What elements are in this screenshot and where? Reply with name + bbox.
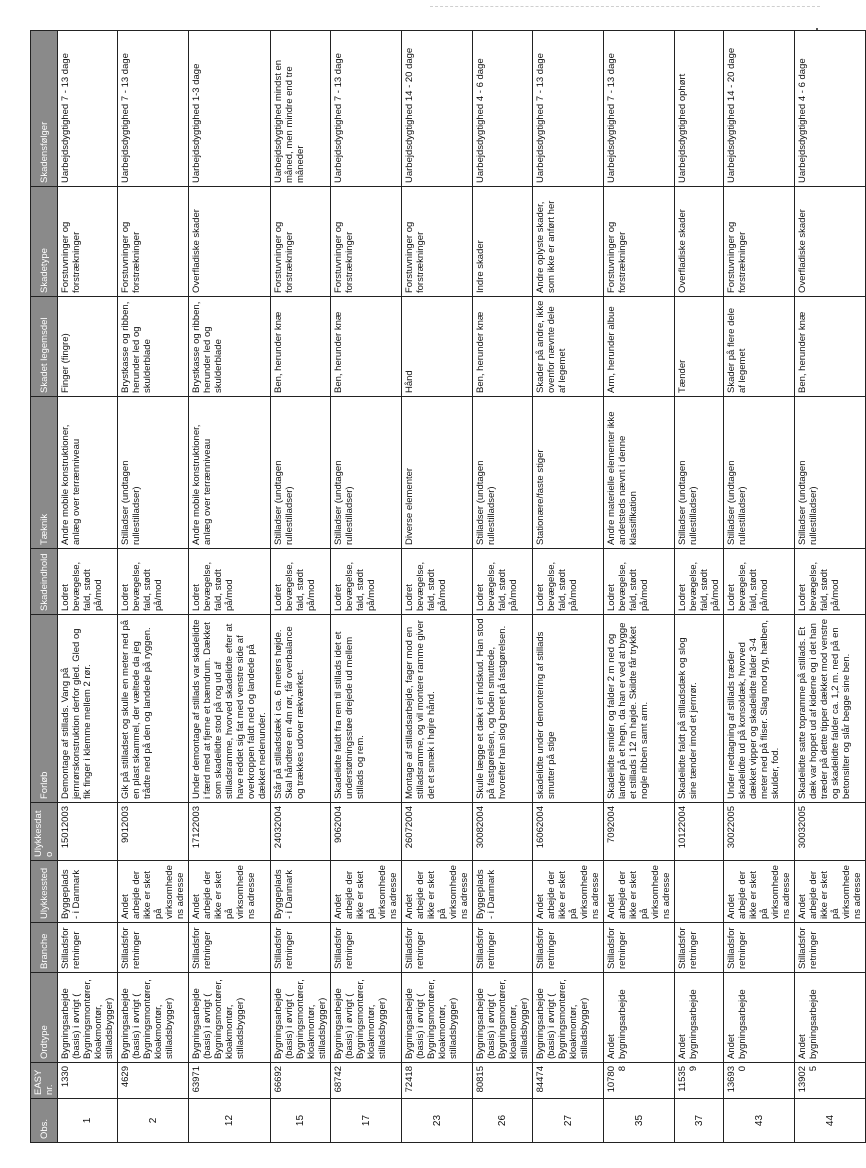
cell-forloeb: Demontage af stillads. Vang på jernrørskonstruktion derfor gled. Gled og fik finger i klemme mellem 2 rør. <box>58 615 118 803</box>
rotated-page <box>30 31 863 1143</box>
cell-skadeindhold: Lodret bevægelse, fald, stødt på/mod <box>189 549 271 615</box>
cell-branche: Stilladsforretninger <box>724 923 795 973</box>
table-row <box>58 31 118 1143</box>
cell-teknik: Stilladser (undtagen rullestilladser) <box>724 397 795 549</box>
cell-foelger: Uarbejdsdygtighed 4 - 6 dage <box>473 31 533 187</box>
cell-obs: 12 <box>189 1099 271 1143</box>
cell-obs: 1 <box>58 1099 118 1143</box>
accident-table <box>30 30 866 1143</box>
cell-forloeb: Skadelidte satte topramme på stillads. Et dæk var hoppet ud af kiderne og i det han træder på dette tipper dækket mod venstre og skadelidte falder ca. 1,2 m. ned på en betonsilter og slår begge sine ben. <box>795 615 866 803</box>
table-body <box>58 31 866 1143</box>
header-cell: Ulykkesdato <box>31 803 58 861</box>
cell-teknik: Diverse elementer <box>402 397 473 549</box>
header-cell: Skadet legemsdel <box>31 297 58 397</box>
header-cell: Branche <box>31 923 58 973</box>
table-row <box>189 31 271 1143</box>
cell-foelger: Uarbejdsdygtighed 4 - 6 dage <box>795 31 866 187</box>
cell-teknik: Stationære/faste stiger <box>533 397 604 549</box>
cell-teknik: Stilladser (undtagen rullestilladser) <box>473 397 533 549</box>
cell-branche: Stilladsforretninger <box>473 923 533 973</box>
cell-forloeb: Skadelidte faldt fra rem til stillads idet et understøtningsstøe drejede ud mellem stillads og rem. <box>331 615 402 803</box>
cell-skadetype: Forstuvninger og forstrækninger <box>58 187 118 297</box>
cell-dato: 9012003 <box>118 803 189 861</box>
cell-skadeindhold: Lodret bevægelse, fald, stødt på/mod <box>58 549 118 615</box>
cell-forloeb: Under demontage af stillads var skadelidte i færd med at fjerne et bæmdrum. Dækket som skadelidte stod på rog ud af stilladsramme, hvorved skadelidte efter at have reddet sig fat med venstre side af overkroppen faldt ned og landede på dækket nedenunder. <box>189 615 271 803</box>
cell-foelger: Uarbejdsdygtighed 7 - 13 dage <box>331 31 402 187</box>
cell-ordtype: Bygningsarbejde (basis) i øvrigt ( Bygningsmontører, kloakmontør, stilladsbygger) <box>118 973 189 1063</box>
cell-obs: 23 <box>402 1099 473 1143</box>
cell-sted: Byggeplads - i Danmark <box>271 861 331 923</box>
cell-sted: Byggeplads - i Danmark <box>58 861 118 923</box>
cell-easy: 107808 <box>604 1063 675 1099</box>
cell-obs: 43 <box>724 1099 795 1143</box>
cell-dato: 17122003 <box>189 803 271 861</box>
cell-branche: Stilladsforretninger <box>271 923 331 973</box>
header-cell: Skadetype <box>31 187 58 297</box>
cell-easy: 66692 <box>271 1063 331 1099</box>
cell-skadeindhold: Lodret bevægelse, fald, stødt på/mod <box>675 549 724 615</box>
cell-dato: 24032004 <box>271 803 331 861</box>
cell-foelger: Uarbejdsdygtighed 7 - 13 dage <box>118 31 189 187</box>
cell-sted: Andet arbejde der ikke er sket på virksomhedens adresse <box>533 861 604 923</box>
table-row <box>604 31 675 1143</box>
cell-legemsdel: Arm, herunder albue <box>604 297 675 397</box>
cell-easy: 72418 <box>402 1063 473 1099</box>
cell-foelger: Uarbejdsdygtighed 7 - 13 dage <box>533 31 604 187</box>
cell-forloeb: Montage af stilladsarbejde, fager mod en stilladsramme, og vil montere ramme giver det et smæk i højre hånd. <box>402 615 473 803</box>
cell-legemsdel: Skader på flere dele af legemet <box>724 297 795 397</box>
cell-teknik: Stilladser (undtagen rullestilladser) <box>331 397 402 549</box>
cell-ordtype: Bygningsarbejde (basis) i øvrigt ( Bygningsmontører, kloakmontør, stilladsbygger) <box>58 973 118 1063</box>
cell-ordtype: Andet bygningsarbejde <box>795 973 866 1063</box>
cell-obs: 35 <box>604 1099 675 1143</box>
cell-dato: 15012003 <box>58 803 118 861</box>
cell-easy: 136930 <box>724 1063 795 1099</box>
cell-obs: 27 <box>533 1099 604 1143</box>
cell-legemsdel: Finger (fingre) <box>58 297 118 397</box>
cell-dato: 26072004 <box>402 803 473 861</box>
cell-obs: 15 <box>271 1099 331 1143</box>
cell-foelger: Uarbejdsdygtighed mindst en måned, men mindre end tre måneder <box>271 31 331 187</box>
cell-teknik: Stilladser (undtagen rullestilladser) <box>118 397 189 549</box>
cell-ordtype: Andet bygningsarbejde <box>724 973 795 1063</box>
table-row <box>473 31 533 1143</box>
cell-forloeb: Skadelidte faldt på stilladsdæk og slog sine tænder imod et jernrør. <box>675 615 724 803</box>
cell-teknik: Stilladser (undtagen rullestilladser) <box>271 397 331 549</box>
cell-legemsdel: Hånd <box>402 297 473 397</box>
cell-branche: Stilladsforretninger <box>118 923 189 973</box>
cell-teknik: Stilladser (undtagen rullestilladser) <box>795 397 866 549</box>
cell-skadetype: Forstuvninger og forstrækninger <box>118 187 189 297</box>
cell-skadetype: Forstuvninger og forstrækninger <box>724 187 795 297</box>
cell-skadeindhold: Lodret bevægelse, fald, stødt på/mod <box>331 549 402 615</box>
cell-skadetype: Andre oplyste skader, som ikke er anført her <box>533 187 604 297</box>
cell-dato: 16062004 <box>533 803 604 861</box>
cell-teknik: Andre mobile konstruktioner, anlæg over terrænniveau <box>189 397 271 549</box>
cell-ordtype: Bygningsarbejde (basis) i øvrigt ( Bygningsmontører, kloakmontør, stilladsbygger) <box>271 973 331 1063</box>
cell-ordtype: Andet bygningsarbejde <box>675 973 724 1063</box>
header-row <box>31 31 58 1143</box>
cell-dato: 10122004 <box>675 803 724 861</box>
cell-obs: 44 <box>795 1099 866 1143</box>
table-row <box>118 31 189 1143</box>
cell-sted: Andet arbejde der ikke er sket på virksomhedens adresse <box>189 861 271 923</box>
cell-branche: Stilladsforretninger <box>795 923 866 973</box>
cell-forloeb: Skulle lægge et dæk i et indskud. Han stod på fastgørelsen, og foden smuttede, hvorefter han slog benet på fastgørelsen. <box>473 615 533 803</box>
cell-foelger: Uarbejdsdygtighed 14 - 20 dage <box>402 31 473 187</box>
cell-skadetype: Overfladiske skader <box>189 187 271 297</box>
cell-dato: 7092004 <box>604 803 675 861</box>
cell-skadetype: Forstuvninger og forstrækninger <box>604 187 675 297</box>
cell-forloeb: skadelidte under demontering af stillads smutter på stige <box>533 615 604 803</box>
cell-sted: Byggeplads - i Danmark <box>473 861 533 923</box>
header-cell: Forløb <box>31 615 58 803</box>
cell-easy: 80815 <box>473 1063 533 1099</box>
cell-skadetype: Forstuvninger og forstrækninger <box>331 187 402 297</box>
header-cell: Tæknik <box>31 397 58 549</box>
cell-teknik: Andre mobile konstruktioner, anlæg over terrænniveau <box>58 397 118 549</box>
cell-obs: 17 <box>331 1099 402 1143</box>
cell-ordtype: Bygningsarbejde (basis) i øvrigt ( Bygningsmontører, kloakmontør, stilladsbygger) <box>189 973 271 1063</box>
cell-ordtype: Bygningsarbejde (basis) i øvrigt ( Bygningsmontører, kloakmontør, stilladsbygger) <box>331 973 402 1063</box>
cell-skadetype: Forstuvninger og forstrækninger <box>402 187 473 297</box>
cell-foelger: Uarbejdsdygtighed 14 - 20 dage <box>724 31 795 187</box>
cell-legemsdel: Ben, herunder knæ <box>331 297 402 397</box>
header-cell: Skadensfølger <box>31 31 58 187</box>
table-row <box>271 31 331 1143</box>
cell-legemsdel: Ben, herunder knæ <box>473 297 533 397</box>
cell-easy: 139025 <box>795 1063 866 1099</box>
cell-obs: 26 <box>473 1099 533 1143</box>
cell-skadeindhold: Lodret bevægelse, fald, stødt på/mod <box>271 549 331 615</box>
table-row <box>675 31 724 1143</box>
table-row <box>724 31 795 1143</box>
table-row <box>331 31 402 1143</box>
table-row <box>533 31 604 1143</box>
cell-sted: Andet arbejde der ikke er sket på virksomhedens adresse <box>795 861 866 923</box>
cell-sted: Andet arbejde der ikke er sket på virksomhedens adresse <box>604 861 675 923</box>
cell-easy: 4629 <box>118 1063 189 1099</box>
cell-foelger: Uarbejdsdygtighed 7 - 13 dage <box>58 31 118 187</box>
cell-skadeindhold: Lodret bevægelse, fald, stødt på/mod <box>118 549 189 615</box>
table-row <box>402 31 473 1143</box>
cell-ordtype: Andet bygningsarbejde <box>604 973 675 1063</box>
header-cell: Ulykkessted <box>31 861 58 923</box>
cell-ordtype: Bygningsarbejde (basis) i øvrigt ( Bygningsmontører, kloakmontør, stilladsbygger) <box>533 973 604 1063</box>
cell-branche: Stilladsforretninger <box>331 923 402 973</box>
cell-sted: Andet arbejde der ikke er sket på virksomhedens adresse <box>331 861 402 923</box>
cell-ordtype: Bygningsarbejde (basis) i øvrigt ( Bygningsmontører, kloakmontør, stilladsbygger) <box>402 973 473 1063</box>
cell-legemsdel: Ben, herunder knæ <box>271 297 331 397</box>
header-cell: Obs. <box>31 1099 58 1143</box>
scan-artifact-line <box>430 6 820 8</box>
cell-obs: 2 <box>118 1099 189 1143</box>
cell-sted <box>675 861 724 923</box>
cell-skadeindhold: Lodret bevægelse, fald, stødt på/mod <box>724 549 795 615</box>
cell-legemsdel: Brystkasse og ribben, herunder led og skulderblade <box>189 297 271 397</box>
cell-skadetype: Overfladiske skader <box>675 187 724 297</box>
cell-forloeb: Under nedtagning af stillads træder skadelidte ud på konsoldæk, hvorved dækket vipper og skadelidte falder 3-4 meter ned på fliser. Slag mod ryg, hælben, skulder, fod. <box>724 615 795 803</box>
cell-skadeindhold: Lodret bevægelse, fald, stødt på/mod <box>533 549 604 615</box>
cell-forloeb: Skadelidte smider og falder 2 m ned og lander på et hegn, da han er ved at bygge et stillads i 12 m højde. Skildte får trykket nogle ribben samt arm. <box>604 615 675 803</box>
table-row <box>795 31 866 1143</box>
cell-skadeindhold: Lodret bevægelse, fald, stødt på/mod <box>402 549 473 615</box>
cell-branche: Stilladsforretninger <box>58 923 118 973</box>
cell-easy: 68742 <box>331 1063 402 1099</box>
cell-easy: 115359 <box>675 1063 724 1099</box>
cell-skadeindhold: Lodret bevægelse, fald, stødt på/mod <box>604 549 675 615</box>
cell-foelger: Uarbejdsdygtighed 1-3 dage <box>189 31 271 187</box>
cell-branche: Stilladsforretninger <box>402 923 473 973</box>
cell-branche: Stilladsforretninger <box>533 923 604 973</box>
cell-sted: Andet arbejde der ikke er sket på virksomhedens adresse <box>118 861 189 923</box>
cell-skadetype: Forstuvninger og forstrækninger <box>271 187 331 297</box>
cell-easy: 63971 <box>189 1063 271 1099</box>
header-cell: Ordtype <box>31 973 58 1063</box>
cell-obs: 37 <box>675 1099 724 1143</box>
cell-teknik: Stilladser (undtagen rullestilladser) <box>675 397 724 549</box>
cell-foelger: Uarbejdsdygtighed ophørt <box>675 31 724 187</box>
cell-branche: Stilladsforretninger <box>675 923 724 973</box>
cell-legemsdel: Ben, herunder knæ <box>795 297 866 397</box>
cell-teknik: Andre materielle elementer ikke andetsteds nævnt i denne klassifikation <box>604 397 675 549</box>
cell-skadeindhold: Lodret bevægelse, fald, stødt på/mod <box>473 549 533 615</box>
cell-easy: 84474 <box>533 1063 604 1099</box>
cell-dato: 30022005 <box>724 803 795 861</box>
cell-forloeb: Står på stilladsdæk i ca. 6 meters højde. Skal håndtere en 4m rør, får overbalance og trækkes udover rækværket. <box>271 615 331 803</box>
cell-forloeb: Gik på stilladset og skulle en meter ned på en plast skammel, der væltede da jeg trådte ned på den og landede på ryggen. <box>118 615 189 803</box>
header-cell: EASY nr. <box>31 1063 58 1099</box>
cell-ordtype: Bygningsarbejde (basis) i øvrigt ( Bygningsmontører, kloakmontør, stilladsbygger) <box>473 973 533 1063</box>
cell-foelger: Uarbejdsdygtighed 7 - 13 dage <box>604 31 675 187</box>
cell-branche: Stilladsforretninger <box>604 923 675 973</box>
header-cell: Skadeindhold <box>31 549 58 615</box>
cell-legemsdel: Brystkasse og ribben, herunder led og skulderblade <box>118 297 189 397</box>
cell-easy: 1330 <box>58 1063 118 1099</box>
cell-legemsdel: Tænder <box>675 297 724 397</box>
cell-sted: Andet arbejde der ikke er sket på virksomhedens adresse <box>402 861 473 923</box>
cell-skadetype: Overfladiske skader <box>795 187 866 297</box>
cell-skadeindhold: Lodret bevægelse, fald, stødt på/mod <box>795 549 866 615</box>
cell-branche: Stilladsforretninger <box>189 923 271 973</box>
cell-sted: Andet arbejde der ikke er sket på virksomhedens adresse <box>724 861 795 923</box>
cell-dato: 30082004 <box>473 803 533 861</box>
cell-skadetype: Indre skader <box>473 187 533 297</box>
cell-dato: 30032005 <box>795 803 866 861</box>
cell-dato: 9062004 <box>331 803 402 861</box>
cell-legemsdel: Skader på andre, ikke ovenfor nævnte dele af legemet <box>533 297 604 397</box>
